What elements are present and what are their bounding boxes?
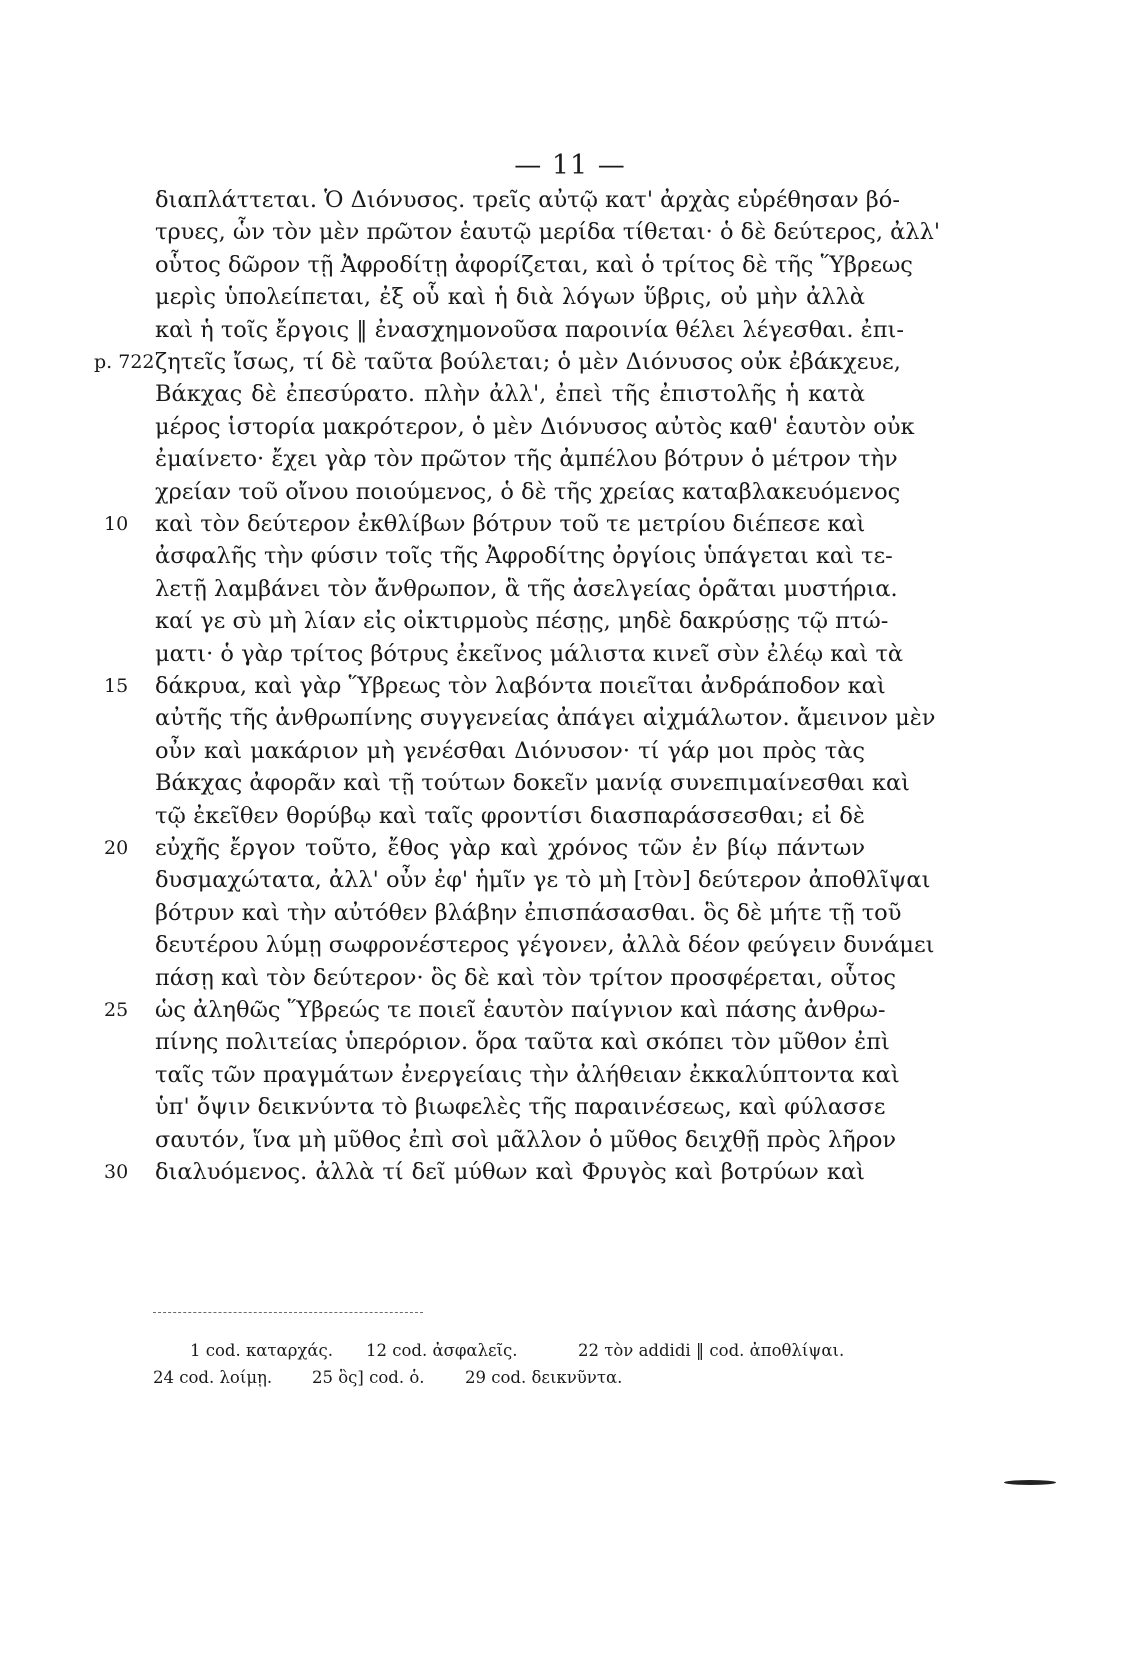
text-line: αὐτῆς τῆς ἀνθρωπίνης συγγενείας ἀπάγει αἰχμάλωτον. ἄμεινον μὲν [155, 705, 936, 731]
text-line: ἐμαίνετο· ἔχει γὰρ τὸν πρῶτον τῆς ἀμπέλου βότρυν ὁ μέτρον τὴν [155, 446, 898, 472]
line-number: 10 [104, 513, 129, 535]
line-number: 30 [104, 1161, 129, 1183]
page-edge-mark [1004, 1480, 1056, 1485]
footnote: 1 cod. καταρχάς. [190, 1341, 334, 1360]
footnote: 29 cod. δεικνῦντα. [465, 1368, 623, 1387]
text-line: μερὶς ὑπολείπεται, ἐξ οὗ καὶ ἡ διὰ λόγων ὕβρις, οὐ μὴν ἀλλὰ [155, 284, 865, 310]
line-number: 15 [104, 675, 129, 697]
margin-page-reference: p. 722 [94, 351, 155, 373]
text-line: καὶ ἡ τοῖς ἔργοις ‖ ἐνασχημονοῦσα παροινία θέλει λέγεσθαι. ἐπι- [155, 317, 904, 343]
footnote: 12 cod. ἀσφαλεῖς. [366, 1341, 518, 1360]
text-line: οὖν καὶ μακάριον μὴ γενέσθαι Διόνυσον· τί γάρ μοι πρὸς τὰς [155, 738, 865, 764]
text-line: Βάκχας δὲ ἐπεσύρατο. πλὴν ἀλλ', ἐπεὶ τῆς ἐπιστολῆς ἡ κατὰ [155, 381, 865, 407]
text-line: διαλυόμενος. ἀλλὰ τί δεῖ μύθων καὶ Φρυγὸς καὶ βοτρύων καὶ [155, 1159, 865, 1185]
text-line: ὡς ἀληθῶς Ὕβρεώς τε ποιεῖ ἑαυτὸν παίγνιον καὶ πάσης ἀνθρω- [155, 997, 886, 1023]
text-line: πίνης πολιτείας ὑπερόριον. ὅρα ταῦτα καὶ σκόπει τὸν μῦθον ἐπὶ [155, 1029, 890, 1055]
text-line: πάσῃ καὶ τὸν δεύτερον· ὃς δὲ καὶ τὸν τρίτον προσφέρεται, οὗτος [155, 965, 897, 991]
text-line: δάκρυα, καὶ γὰρ Ὕβρεως τὸν λαβόντα ποιεῖται ἀνδράποδον καὶ [155, 673, 886, 699]
text-line [155, 1184, 865, 1224]
text-line: ματι· ὁ γὰρ τρίτος βότρυς ἐκεῖνος μάλιστα κινεῖ σὺν ἐλέῳ καὶ τὰ [155, 641, 904, 667]
text-line: δευτέρου λύμῃ σωφρονέστερος γέγονεν, ἀλλὰ δέον φεύγειν δυνάμει [155, 932, 935, 958]
text-line: οὗτος δῶρον τῇ Ἀφροδίτῃ ἀφορίζεται, καὶ ὁ τρίτος δὲ τῆς Ὕβρεως [155, 252, 913, 278]
text-line: σαυτόν, ἵνα μὴ μῦθος ἐπὶ σοὶ μᾶλλον ὁ μῦθος δειχθῇ πρὸς λῆρον [155, 1127, 897, 1153]
text-line: ταῖς τῶν πραγμάτων ἐνεργείαις τὴν ἀλήθειαν ἐκκαλύπτοντα καὶ [155, 1062, 900, 1088]
text-line: ζητεῖς ἴσως, τί δὲ ταῦτα βούλεται; ὁ μὲν Διόνυσος οὐκ ἐβάκχευε, [155, 349, 901, 375]
text-line: καί γε σὺ μὴ λίαν εἰς οἰκτιρμοὺς πέσῃς, μηδὲ δακρύσῃς τῷ πτώ- [155, 608, 889, 634]
text-line: μέρος ἱστορία μακρότερον, ὁ μὲν Διόνυσος αὐτὸς καθ' ἑαυτὸν οὐκ [155, 414, 915, 440]
text-line: χρείαν τοῦ οἴνου ποιούμενος, ὁ δὲ τῆς χρείας καταβλακευόμενος [155, 479, 901, 505]
text-line: καὶ τὸν δεύτερον ἐκθλίβων βότρυν τοῦ τε μετρίου διέπεσε καὶ [155, 511, 866, 537]
footnote-rule [153, 1312, 423, 1313]
text-line: τρυες, ὧν τὸν μὲν πρῶτον ἑαυτῷ μερίδα τίθεται· ὁ δὲ δεύτερος, ἀλλ' [155, 219, 941, 245]
footnote: 25 ὃς] cod. ὁ. [312, 1368, 425, 1387]
text-line: Βάκχας ἀφορᾶν καὶ τῇ τούτων δοκεῖν μανίᾳ συνεπιμαίνεσθαι καὶ [155, 770, 910, 796]
text-line: ἀσφαλῆς τὴν φύσιν τοῖς τῆς Ἀφροδίτης ὀργίοις ὑπάγεται καὶ τε- [155, 543, 893, 569]
line-number: 25 [104, 999, 129, 1021]
footnote: 24 cod. λοίμῃ. [153, 1368, 273, 1387]
text-line: λετῇ λαμβάνει τὸν ἄνθρωπον, ἃ τῆς ἀσελγείας ὁρᾶται μυστήρια. [155, 576, 898, 602]
text-line: διαπλάττεται. Ὁ Διόνυσος. τρεῖς αὐτῷ κατ' ἀρχὰς εὑρέθησαν βό- [155, 187, 900, 213]
text-line: εὐχῆς ἔργον τοῦτο, ἔθος γὰρ καὶ χρόνος τῶν ἐν βίῳ πάντων [155, 835, 865, 861]
text-line: βότρυν καὶ τὴν αὐτόθεν βλάβην ἐπισπάσασθαι. ὃς δὲ μήτε τῇ τοῦ [155, 900, 902, 926]
text-line: δυσμαχώτατα, ἀλλ' οὖν ἐφ' ἡμῖν γε τὸ μὴ [τὸν] δεύτερον ἀποθλῖψαι [155, 867, 931, 893]
text-line: ὑπ' ὄψιν δεικνύντα τὸ βιωφελὲς τῆς παραινέσεως, καὶ φύλασσε [155, 1094, 886, 1120]
footnote: 22 τὸν addidi ‖ cod. ἀποθλίψαι. [578, 1341, 845, 1360]
text-line: τῷ ἐκεῖθεν θορύβῳ καὶ ταῖς φροντίσι διασπαράσσεσθαι; εἰ δὲ [155, 803, 865, 829]
page-number: — 11 — [514, 150, 626, 181]
line-number: 20 [104, 837, 129, 859]
